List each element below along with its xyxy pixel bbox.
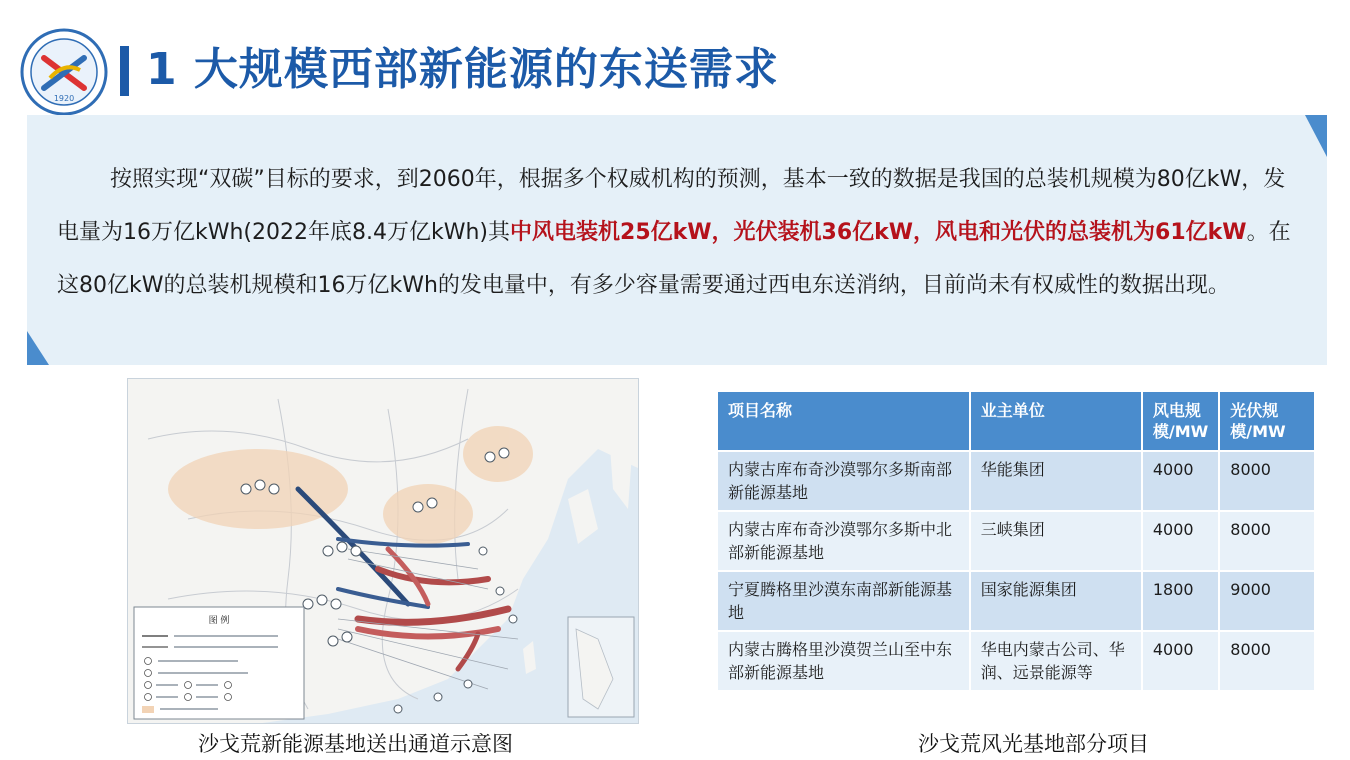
table-row xyxy=(717,631,1315,691)
title-accent-bar xyxy=(120,46,129,96)
cell-solar: 8000 xyxy=(1219,451,1315,511)
cell-project-name: 宁夏腾格里沙漠东南部新能源基地 xyxy=(717,571,970,631)
cell-owner: 三峡集团 xyxy=(970,511,1142,571)
text-panel xyxy=(27,115,1327,365)
cell-solar: 8000 xyxy=(1219,631,1315,691)
body-text-part2: 。在这80亿kW的总装机规模和16万亿kWh的发电量中，有多少容量需要通过西电东送消纳，目前尚未有权威性的数据出现。 xyxy=(57,220,1291,298)
map-caption: 沙戈荒新能源基地送出通道示意图 xyxy=(198,732,513,756)
header-project-name: 项目名称 xyxy=(717,391,970,451)
corner-decoration-bottom-left xyxy=(27,331,49,365)
table-row xyxy=(717,511,1315,571)
header-solar-capacity: 光伏规模/MW xyxy=(1219,391,1315,451)
map-legend-title: 图 例 xyxy=(208,616,230,626)
cell-wind: 1800 xyxy=(1142,571,1219,631)
transmission-map xyxy=(127,378,639,724)
cell-solar: 8000 xyxy=(1219,511,1315,571)
cell-owner: 华能集团 xyxy=(970,451,1142,511)
page-title: 1 大规模西部新能源的东送需求 xyxy=(146,44,779,95)
cell-project-name: 内蒙古腾格里沙漠贺兰山至中东部新能源基地 xyxy=(717,631,970,691)
cell-project-name: 内蒙古库布奇沙漠鄂尔多斯中北部新能源基地 xyxy=(717,511,970,571)
cell-project-name: 内蒙古库布奇沙漠鄂尔多斯南部新能源基地 xyxy=(717,451,970,511)
body-text-part1: 按照实现“双碳”目标的要求，到2060年，根据多个权威机构的预测，基本一致的数据是我国的总装机规模为80亿kW，发电量为16万亿kWh(2022年底8.4万亿kWh)其 xyxy=(57,167,1286,245)
header-owner: 业主单位 xyxy=(970,391,1142,451)
cell-wind: 4000 xyxy=(1142,451,1219,511)
table-row xyxy=(717,451,1315,511)
body-text-highlight: 中风电装机25亿kW，光伏装机36亿kW，风电和光伏的总装机为61亿kW xyxy=(510,220,1247,245)
table-caption: 沙戈荒风光基地部分项目 xyxy=(918,732,1149,756)
cell-owner: 华电内蒙古公司、华润、远景能源等 xyxy=(970,631,1142,691)
cell-wind: 4000 xyxy=(1142,511,1219,571)
projects-table xyxy=(716,390,1316,692)
header-wind-capacity: 风电规模/MW xyxy=(1142,391,1219,451)
table-row xyxy=(717,571,1315,631)
cell-solar: 9000 xyxy=(1219,571,1315,631)
body-paragraph xyxy=(57,153,1297,312)
university-logo xyxy=(20,28,108,116)
cell-owner: 国家能源集团 xyxy=(970,571,1142,631)
cell-wind: 4000 xyxy=(1142,631,1219,691)
table-header-row xyxy=(717,391,1315,451)
corner-decoration-top-right xyxy=(1305,115,1327,157)
logo-year: 1920 xyxy=(53,94,75,103)
